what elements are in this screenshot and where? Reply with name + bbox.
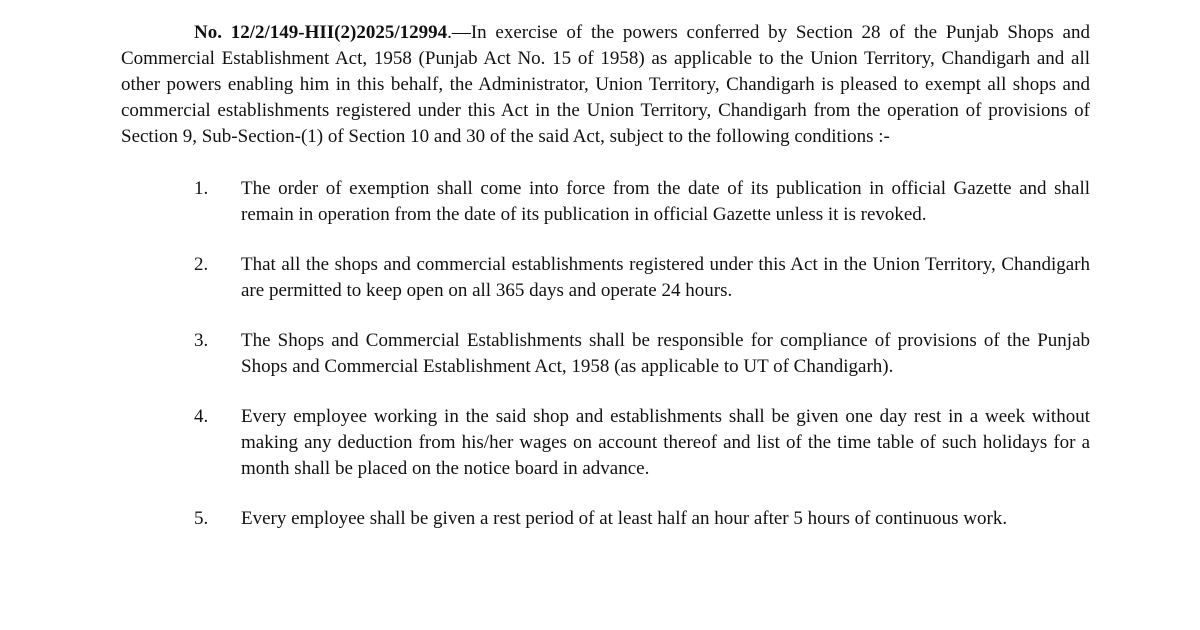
condition-number: 5. [194,508,209,529]
condition-number: 3. [194,330,209,351]
condition-item-1 [121,176,1090,228]
condition-number: 1. [194,178,209,199]
condition-item-3 [121,328,1090,380]
condition-number: 2. [194,254,209,275]
condition-item-2 [121,252,1090,304]
intro-text: .—In exercise of the powers conferred by Section 28 of the Punjab Shops and Commercial Establishment Act, 1958 (Punjab Act No. 15 of 1958) as applicable to the Union Territory, Chandigarh and all other powers enabling him in this behalf, the Administrator, Union Territory, Chandigarh is pleased to exempt all shops and commercial establishments registered under this Act in the Union Territory, Chandigarh from the operation of provisions of Section 9, Sub-Section-(1) of Section 10 and 30 of the said Act, subject to the following conditions :- [121,22,1090,147]
condition-number: 4. [194,406,209,427]
document-page [121,20,1090,556]
condition-item-5 [121,506,1090,532]
condition-text: The order of exemption shall come into force from the date of its publication in official Gazette and shall remain in operation from the date of its publication in official Gazette unless it is revoked. [241,178,1090,225]
notification-number: No. 12/2/149-HII(2)2025/12994 [194,22,448,43]
condition-text: Every employee shall be given a rest period of at least half an hour after 5 hours of continuous work. [241,508,1008,529]
intro-paragraph [121,20,1090,150]
condition-text: That all the shops and commercial establishments registered under this Act in the Union Territory, Chandigarh are permitted to keep open on all 365 days and operate 24 hours. [241,254,1090,301]
conditions-list [121,176,1090,532]
condition-text: Every employee working in the said shop and establishments shall be given one day rest in a week without making any deduction from his/her wages on account thereof and list of the time table of such holidays for a month shall be placed on the notice board in advance. [241,406,1090,479]
condition-item-4 [121,404,1090,482]
condition-text: The Shops and Commercial Establishments shall be responsible for compliance of provisions of the Punjab Shops and Commercial Establishment Act, 1958 (as applicable to UT of Chandigarh). [241,330,1090,377]
